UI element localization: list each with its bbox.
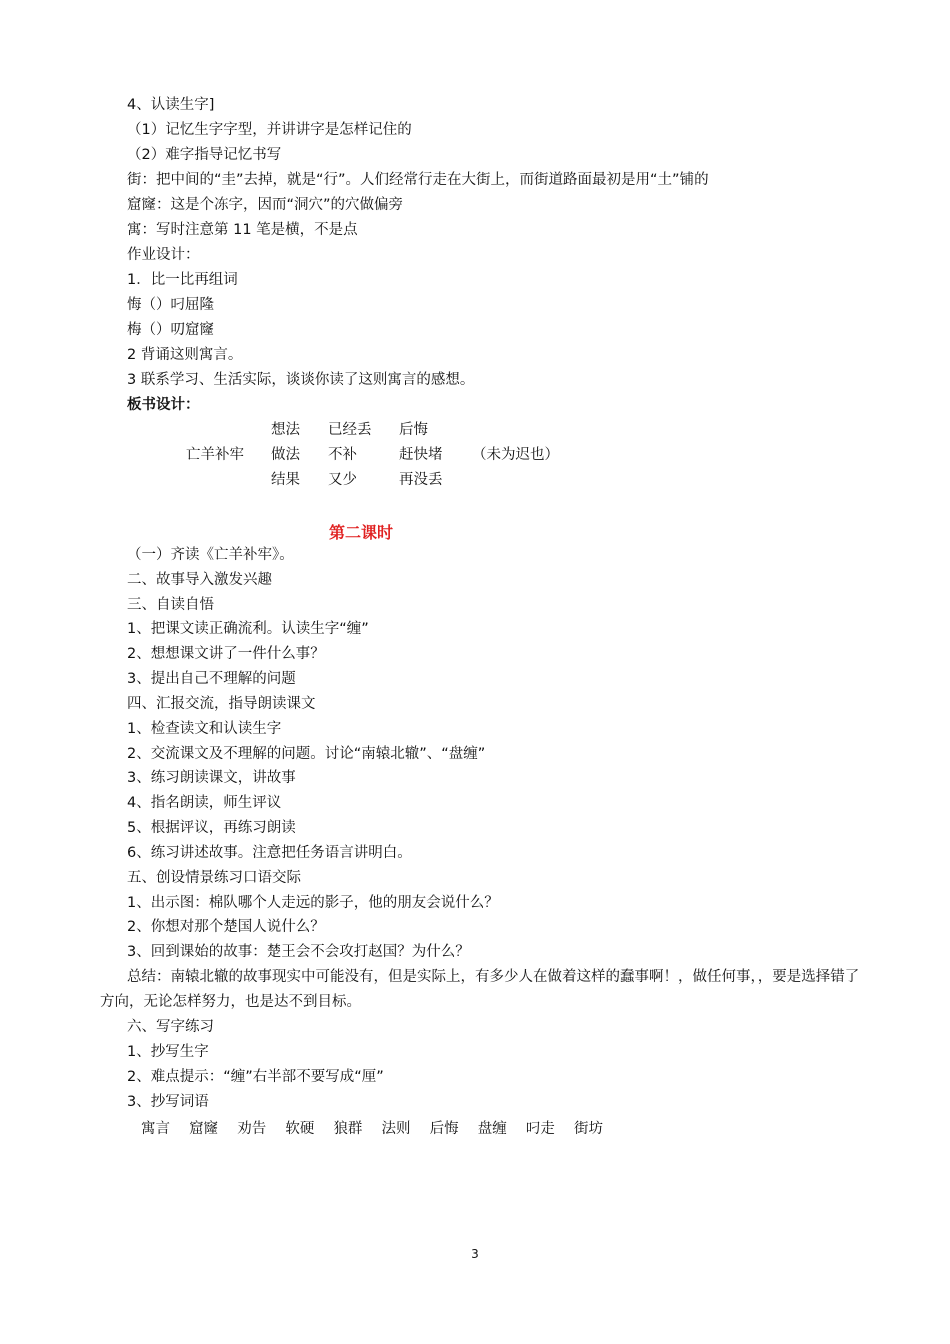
- vocab-word: 盘缠: [477, 1121, 507, 1137]
- text-line: 6、练习讲述故事。注意把任务语言讲明白。: [127, 845, 412, 861]
- vocab-word: 寓言: [141, 1121, 170, 1137]
- text-line: 2、你想对那个楚国人说什么？: [127, 919, 325, 935]
- vocab-word: 叼走: [525, 1121, 555, 1137]
- vocab-word: 狼群: [333, 1121, 363, 1137]
- board-cell: 赶快堵: [399, 447, 443, 463]
- board-cell: 再没丢: [399, 472, 443, 488]
- text-line: 寓：写时注意第 11 笔是横，不是点: [127, 222, 358, 238]
- text-line: 3、练习朗读课文，讲故事: [127, 770, 296, 786]
- vocab-word: 后悔: [429, 1121, 459, 1137]
- text-line: 悔（）叼屈隆: [127, 297, 214, 313]
- text-line: 1．比一比再组词: [127, 272, 238, 288]
- board-cell: 想法: [271, 422, 300, 438]
- text-line: 2 背诵这则寓言。: [127, 347, 243, 363]
- vocab-list: [141, 1117, 617, 1138]
- text-line: 窟窿：这是个冻字，因而“洞穴”的穴做偏旁: [127, 197, 404, 213]
- text-line: （1）记忆生字字型，并讲讲字是怎样记住的: [127, 122, 412, 138]
- text-line: 1、出示图：棉队哪个人走远的影子，他的朋友会说什么？: [127, 895, 499, 911]
- summary-paragraph: 总结：南辕北辙的故事现实中可能没有，但是实际上，有多少人在做着这样的蠢事啊！，做任何事，，要是选择错了方向，无论怎样努力，也是达不到目标。: [100, 969, 860, 1010]
- board-title: 亡羊补牢: [186, 447, 244, 463]
- board-cell: 做法: [271, 447, 300, 463]
- text-line: 3、回到课始的故事：楚王会不会攻打赵国？为什么？: [127, 944, 470, 960]
- vocab-word: 劝告: [237, 1121, 267, 1137]
- board-note: （未为迟也）: [472, 447, 559, 463]
- text-line: 四、汇报交流，指导朗读课文: [127, 696, 316, 712]
- text-line: 2、难点提示：“缠”右半部不要写成“厘”: [127, 1069, 384, 1085]
- text-line: （2）难字指导记忆书写: [127, 147, 282, 163]
- vocab-word: 街坊: [573, 1121, 603, 1137]
- text-line: 3 联系学习、生活实际，谈谈你读了这则寓言的感想。: [127, 372, 475, 388]
- vocab-word: 法则: [381, 1121, 411, 1137]
- board-cell: 又少: [328, 472, 357, 488]
- text-line: 五、创设情景练习口语交际: [127, 870, 301, 886]
- text-line: 1、检查读文和认读生字: [127, 721, 282, 737]
- board-design-label: 板书设计：: [127, 397, 200, 413]
- board-cell: 结果: [271, 472, 300, 488]
- text-line: 2、想想课文讲了一件什么事？: [127, 646, 325, 662]
- text-line: 梅（）叨窟窿: [127, 322, 214, 338]
- vocab-word: 软硬: [285, 1121, 315, 1137]
- text-line: 3、抄写词语: [127, 1094, 209, 1110]
- text-line: 5、根据评议，再练习朗读: [127, 820, 296, 836]
- text-line: 六、写字练习: [127, 1019, 214, 1035]
- text-line: 1、抄写生字: [127, 1044, 209, 1060]
- vocab-word: 窟窿: [189, 1121, 219, 1137]
- text-line: 4、指名朗读，师生评议: [127, 795, 282, 811]
- board-cell: 后悔: [399, 422, 428, 438]
- section-heading: 第二课时: [328, 523, 393, 542]
- page-number: 3: [471, 1247, 479, 1261]
- text-line: 街：把中间的“圭”去掉，就是“行”。人们经常行走在大街上，而街道路面最初是用“土”铺的: [127, 172, 709, 188]
- board-cell: 已经丢: [328, 422, 372, 438]
- text-line: 作业设计：: [127, 247, 200, 263]
- text-line: 1、把课文读正确流利。认读生字“缠”: [127, 621, 369, 637]
- text-line: 三、自读自悟: [127, 597, 214, 613]
- board-cell: 不补: [328, 447, 357, 463]
- text-line: 二、故事导入激发兴趣: [127, 572, 272, 588]
- text-line: （一）齐读《亡羊补牢》。: [127, 547, 294, 563]
- text-line: 4、认读生字]: [127, 97, 215, 113]
- text-line: 3、提出自己不理解的问题: [127, 671, 296, 687]
- text-line: 2、交流课文及不理解的问题。讨论“南辕北辙”、“盘缠”: [127, 746, 486, 762]
